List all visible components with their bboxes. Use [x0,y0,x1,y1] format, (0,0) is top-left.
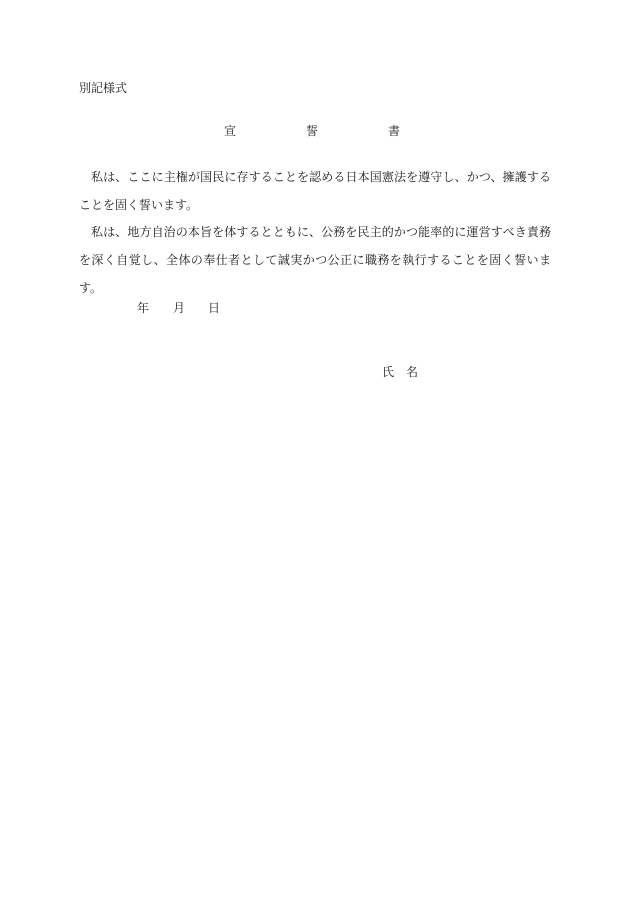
form-label: 別記様式 [79,81,128,95]
oath-paragraph-constitution: 私は、ここに主権が国民に存することを認める日本国憲法を遵守し、かつ、擁護することを固く誓います。 [79,170,551,212]
date-year-label: 年 [137,301,150,315]
title-char-1: 宣 [224,124,237,138]
oath-paragraph-duty: 私は、地方自治の本旨を体するとともに、公務を民主的かつ能率的に運営すべき責務を深く自覚し、全体の奉仕者として誠実かつ公正に職務を執行することを固く誓います。 [79,225,551,295]
signature-name-label: 氏名 [382,365,431,379]
document-title [0,123,630,139]
title-char-3: 書 [388,124,401,138]
date-day-label: 日 [208,301,221,315]
date-month-label: 月 [173,301,186,315]
title-char-2: 誓 [306,124,319,138]
date-line [0,300,630,316]
